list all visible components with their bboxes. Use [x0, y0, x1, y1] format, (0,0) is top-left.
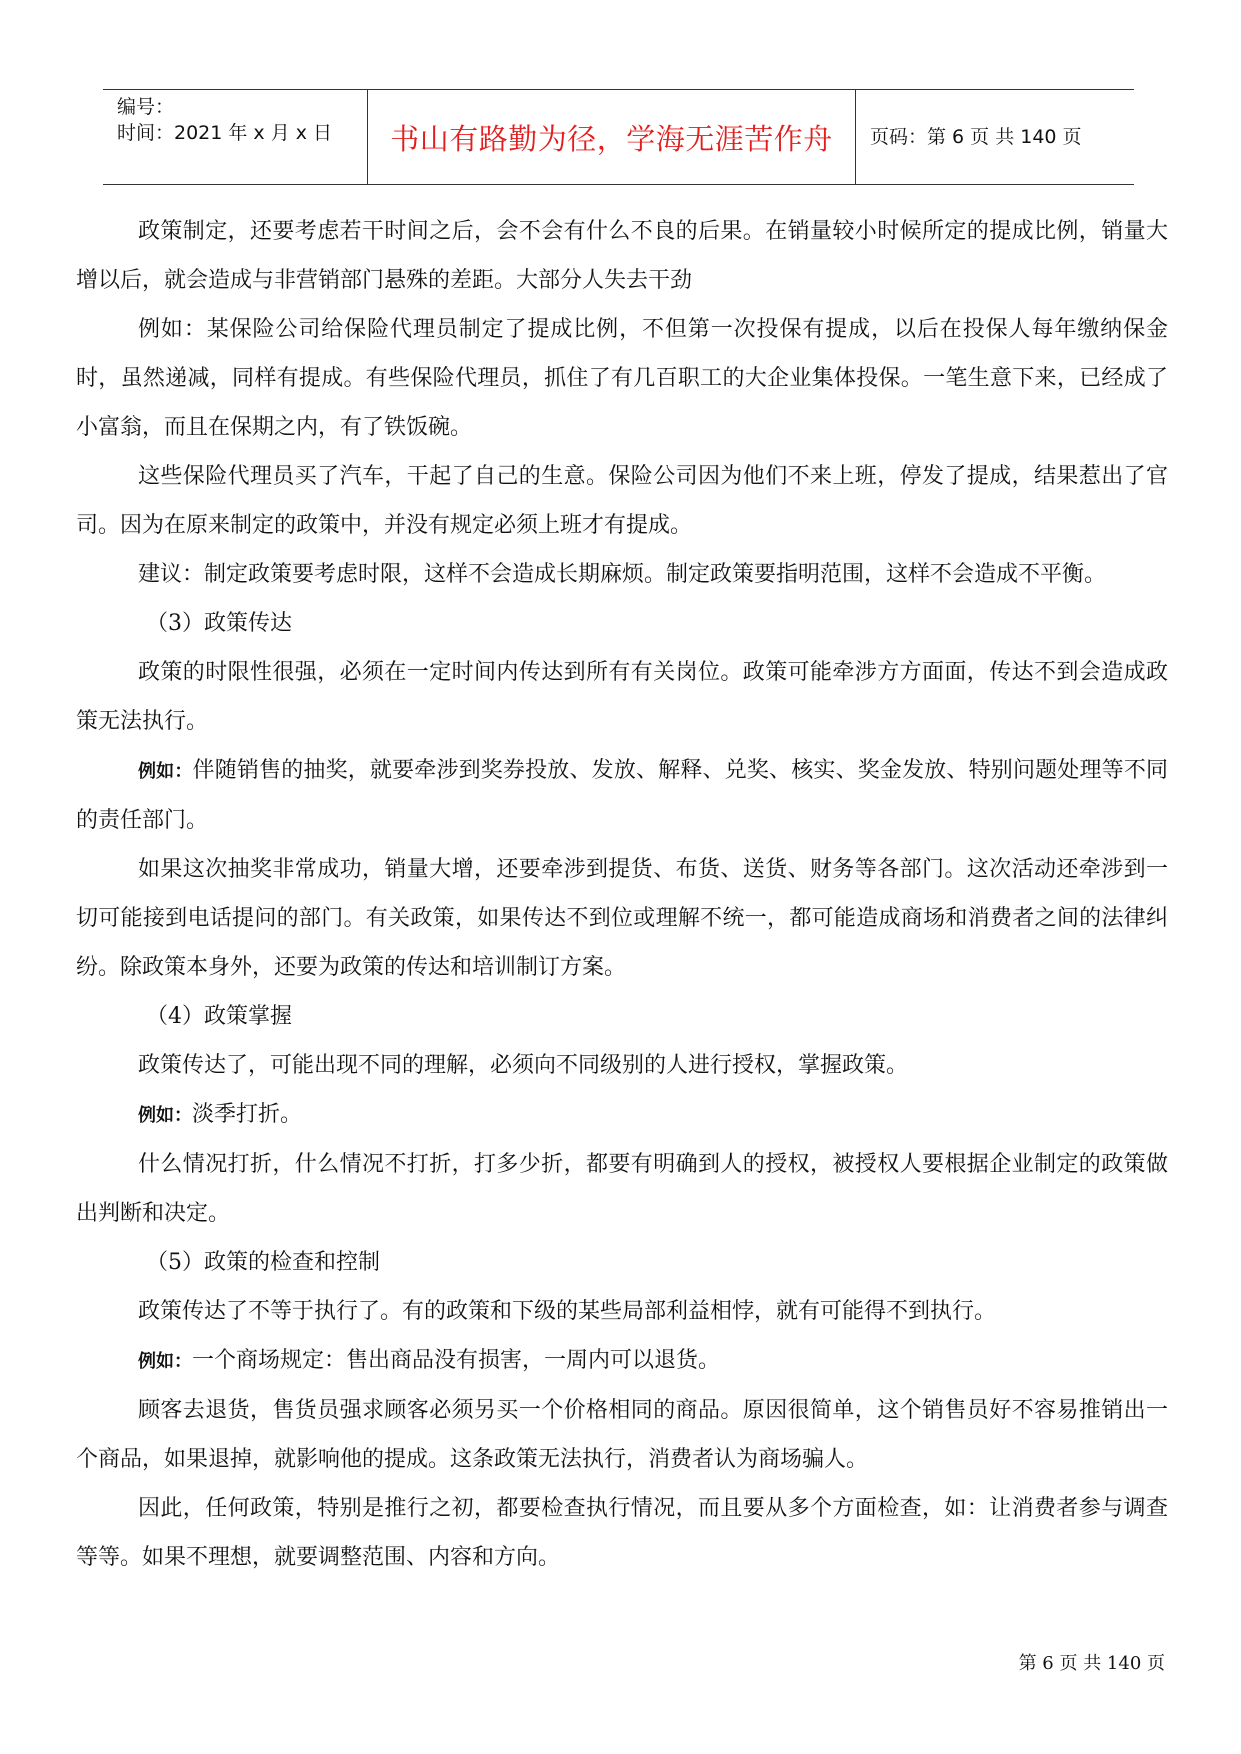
paragraph: 政策传达了，可能出现不同的理解，必须向不同级别的人进行授权，掌握政策。 [138, 1053, 909, 1078]
paragraph: 什么情况打折，什么情况不打折，打多少折，都要有明确到人的授权，被授权人要根据企业制定的政策做出判断和决定。 [76, 1152, 1168, 1226]
paragraph: 这些保险代理员买了汽车，干起了自己的生意。保险公司因为他们不来上班，停发了提成，结果惹出了官司。因为在原来制定的政策中，并没有规定必须上班才有提成。 [76, 464, 1168, 538]
document-body [76, 207, 1168, 1582]
section-heading: （5）政策的检查和控制 [146, 1250, 380, 1275]
page-footer: 第 6 页 共 140 页 [1018, 1653, 1165, 1674]
section-heading: （4）政策掌握 [146, 1004, 292, 1029]
paragraph: 顾客去退货，售货员强求顾客必须另买一个价格相同的商品。原因很简单，这个销售员好不容易推销出一个商品，如果退掉，就影响他的提成。这条政策无法执行，消费者认为商场骗人。 [76, 1398, 1168, 1472]
example-paragraph [76, 1336, 1168, 1386]
document-date: 时间：2021 年 x 月 x 日 [117, 122, 333, 144]
paragraph: 政策制定，还要考虑若干时间之后，会不会有什么不良的后果。在销量较小时候所定的提成比例，销量大增以后，就会造成与非营销部门悬殊的差距。大部分人失去干劲 [76, 219, 1168, 293]
example-label: 例如： [138, 1105, 192, 1126]
paragraph: 政策的时限性很强，必须在一定时间内传达到所有有关岗位。政策可能牵涉方方面面，传达不到会造成政策无法执行。 [76, 660, 1168, 734]
paragraph: 因此，任何政策，特别是推行之初，都要检查执行情况，而且要从多个方面检查，如：让消费者参与调查等等。如果不理想，就要调整范围、内容和方向。 [76, 1496, 1168, 1570]
paragraph: 如果这次抽奖非常成功，销量大增，还要牵涉到提货、布货、送货、财务等各部门。这次活动还牵涉到一切可能接到电话提问的部门。有关政策，如果传达不到位或理解不统一，都可能造成商场和消费者之间的法律纠纷。除政策本身外，还要为政策的传达和培训制订方案。 [76, 857, 1168, 980]
example-label: 例如： [138, 761, 193, 782]
example-text: 一个商场规定：售出商品没有损害，一周内可以退货。 [192, 1348, 721, 1373]
example-label: 例如： [138, 1351, 192, 1372]
paragraph: 建议：制定政策要考虑时限，这样不会造成长期麻烦。制定政策要指明范围，这样不会造成不平衡。 [138, 562, 1107, 587]
section-heading: （3）政策传达 [146, 611, 292, 636]
header-page-code: 页码：第 6 页 共 140 页 [870, 126, 1082, 148]
header-motto-cell [367, 90, 856, 184]
header-motto: 书山有路勤为径，学海无涯苦作舟 [390, 121, 833, 156]
example-text: 伴随销售的抽奖，就要牵涉到奖券投放、发放、解释、兑奖、核实、奖金发放、特别问题处理等不同的责任部门。 [76, 758, 1168, 833]
header-meta [103, 90, 367, 184]
paragraph: 例如：某保险公司给保险代理员制定了提成比例，不但第一次投保有提成，以后在投保人每年缴纳保金时，虽然递减，同样有提成。有些保险代理员，抓住了有几百职工的大企业集体投保。一笔生意下来，已经成了小富翁，而且在保期之内，有了铁饭碗。 [76, 317, 1168, 440]
header-page-cell [856, 90, 1134, 184]
example-paragraph [76, 746, 1168, 845]
example-text: 淡季打折。 [192, 1102, 303, 1127]
document-number: 编号： [117, 96, 175, 118]
paragraph: 政策传达了不等于执行了。有的政策和下级的某些局部利益相悖，就有可能得不到执行。 [138, 1299, 997, 1324]
document-header [103, 89, 1134, 185]
example-paragraph [76, 1090, 1168, 1140]
